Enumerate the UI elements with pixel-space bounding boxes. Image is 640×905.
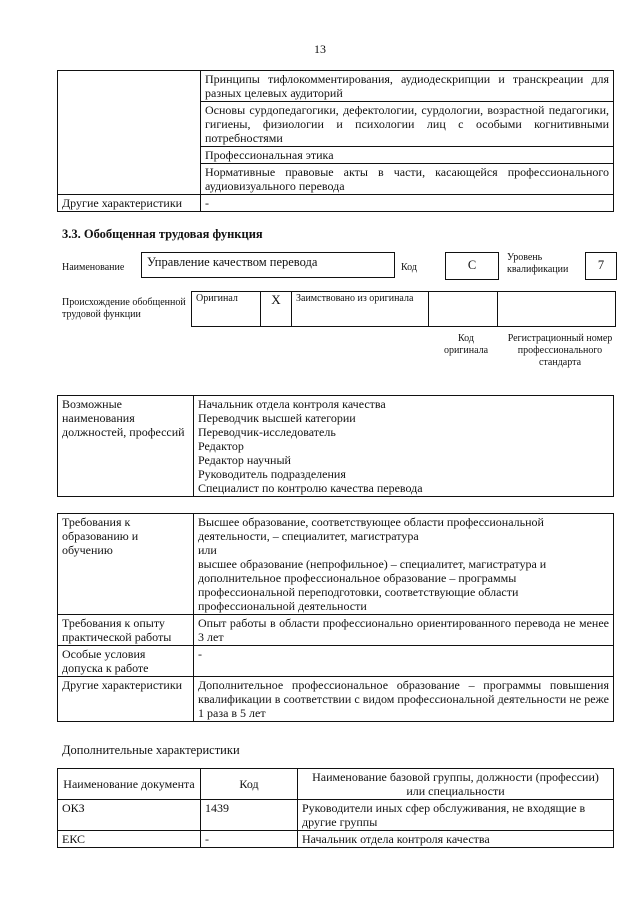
list-item: Специалист по контролю качества перевода [198,481,423,495]
list-item: Руководитель подразделения [198,467,346,481]
positions-list [194,396,614,497]
education-line: Высшее образование, соответствующее области профессиональной деятельности, – специалитет, магистратура [198,515,544,543]
table-row [58,514,614,615]
additional-heading: Дополнительные характеристики [62,743,240,757]
table-row [58,615,614,646]
education-label: Требования к образованию и обучению [58,514,194,615]
origin-label: Происхождение обобщенной трудовой функции [62,297,186,320]
education-value [194,514,614,615]
knowledge-item: Принципы тифлокомментирования, аудиодескрипции и транскреации для разных целевых аудиторий [201,71,614,102]
conditions-label: Особые условия допуска к работе [58,646,194,677]
page-number: 13 [314,42,326,56]
table-row [58,195,614,212]
other-characteristics-value: - [201,195,614,212]
name-label: Наименование [62,262,125,273]
reg-number-caption: Регистрационный номер профессионального стандарта [507,333,613,368]
table-row [58,677,614,722]
group-name-cell: Руководители иных сфер обслуживания, не входящие в другие группы [298,800,614,831]
column-header: Наименование документа [58,769,201,800]
education-line: или [198,543,217,557]
table-row [58,71,614,102]
other-label: Другие характеристики [58,677,194,722]
borrowed-label: Заимствовано из оригинала [292,292,429,327]
code-cell: 1439 [201,800,298,831]
empty-label-cell [58,71,201,195]
list-item: Переводчик-исследователь [198,425,336,439]
list-item: Редактор научный [198,453,291,467]
code-cell: - [201,831,298,848]
experience-value: Опыт работы в области профессионально ориентированного перевода не менее 3 лет [194,615,614,646]
code-value-box: C [445,252,499,280]
knowledge-item: Основы сурдопедагогики, дефектологии, сурдологии, возрастной педагогики, гигиены, физиологии и психологии лиц с особыми когнитивными потребностями [201,102,614,147]
code-label: Код [401,262,417,273]
table-row [58,646,614,677]
table-row [58,800,614,831]
list-item: Редактор [198,439,244,453]
code-original-cell [429,292,498,327]
knowledge-item: Профессиональная этика [201,147,614,164]
experience-label: Требования к опыту практической работы [58,615,194,646]
table-row [58,831,614,848]
code-original-caption: Код оригинала [443,333,489,356]
requirements-table [57,513,614,722]
origin-table [191,291,616,327]
education-line: высшее образование (непрофильное) – специалитет, магистратура и дополнительное профессиональное образование – программы профессиональной переподготовки, соответствующие области профессиональной деятельности [198,557,547,613]
positions-table [57,395,614,497]
group-name-cell: Начальник отдела контроля качества [298,831,614,848]
list-item: Переводчик высшей категории [198,411,356,425]
positions-label: Возможные наименования должностей, профессий [58,396,194,497]
level-label: Уровень квалификации [507,252,569,275]
column-header: Код [201,769,298,800]
original-mark: X [261,292,292,327]
doc-name-cell: ЕКС [58,831,201,848]
level-value-box: 7 [585,252,617,280]
reg-number-cell [498,292,616,327]
table-header-row [58,769,614,800]
column-header: Наименование базовой группы, должности (профессии) или специальности [298,769,614,800]
section-heading: 3.3. Обобщенная трудовая функция [62,227,263,241]
conditions-value: - [194,646,614,677]
additional-table [57,768,614,848]
list-item: Начальник отдела контроля качества [198,397,386,411]
original-label: Оригинал [192,292,261,327]
other-characteristics-label: Другие характеристики [58,195,201,212]
other-value: Дополнительное профессиональное образование – программы повышения квалификации в соответствии с видом профессиональной деятельности не реже 1 раза в 5 лет [194,677,614,722]
name-value-box: Управление качеством перевода [141,252,395,278]
table-row [192,292,616,327]
knowledge-item: Нормативные правовые акты в части, касающейся профессионального аудиовизуального перевода [201,164,614,195]
doc-name-cell: ОКЗ [58,800,201,831]
table-row [58,396,614,497]
knowledge-table [57,70,614,212]
